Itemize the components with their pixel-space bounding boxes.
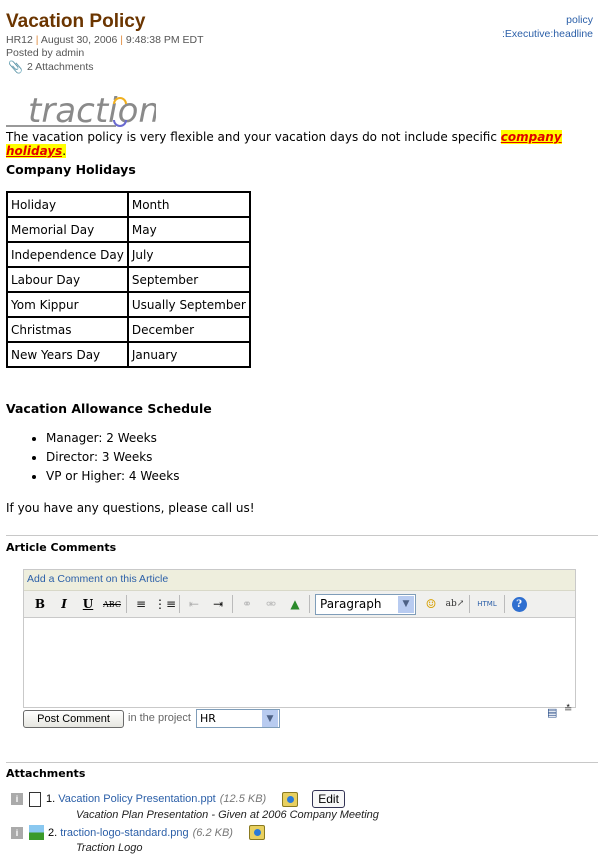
allowance-heading: Vacation Allowance Schedule [6,401,212,416]
in-project-label: in the project [128,712,191,724]
comment-icon[interactable]: ▤ [547,706,558,719]
strikethrough-icon[interactable]: ABC [103,599,121,609]
month-cell: Month [128,192,250,217]
attachment-description: Vacation Plan Presentation - Given at 2006 Company Meeting [76,809,379,821]
underline-icon[interactable]: U [82,597,94,611]
table-row [7,242,250,267]
editor-toolbar [24,591,575,618]
posted-by: Posted by admin [6,47,85,59]
html-button[interactable]: HTML [477,600,497,608]
spellcheck-icon[interactable]: ab↗ [445,599,465,609]
web-folder-icon[interactable] [282,792,298,807]
image-file-icon [29,825,44,840]
emoticon-icon[interactable]: ☺ [425,597,437,611]
italic-icon[interactable]: I [61,597,67,611]
separator [232,595,233,613]
holiday-cell: Holiday [7,192,128,217]
attachments-heading: Attachments [6,767,86,780]
holiday-cell: Labour Day [7,267,128,292]
article-date: August 30, 2006 [40,34,118,46]
table-row [7,217,250,242]
month-cell: September [128,267,250,292]
holiday-cell: Yom Kippur [7,292,128,317]
list-item: • Director: 3 Weeks [46,448,179,467]
table-row [7,317,250,342]
comment-textarea[interactable] [24,618,575,707]
tags [502,13,593,41]
attachment-item: i 1. Vacation Policy Presentation.ppt (12.5 KB) Edit [11,790,345,808]
attachments-link[interactable]: 📎 2 Attachments [8,60,94,74]
separator [179,595,180,613]
help-icon[interactable]: ? [507,593,531,615]
numbered-list-icon[interactable]: ≡ [135,597,147,611]
company-holidays-heading: Company Holidays [6,162,136,177]
comments-heading: Article Comments [6,541,117,554]
unlink-icon[interactable]: ⚮ [265,597,277,611]
month-cell: Usually September [128,292,250,317]
file-icon [29,792,41,807]
format-select[interactable]: Paragraph ▼ [315,594,416,615]
month-cell: July [128,242,250,267]
project-select[interactable]: HR ▼ [196,709,280,728]
company-holidays-link[interactable]: company holidays [6,130,562,158]
intro-paragraph: The vacation policy is very flexible and your vacation days do not include specific company holidays. [6,130,562,158]
tag-link[interactable]: :Executive:headline [501,28,593,40]
expand-chevron-icon[interactable]: ≛ [564,704,573,715]
separator [126,595,127,613]
tag-link[interactable]: policy [566,14,593,26]
closing-text: If you have any questions, please call us! [6,501,255,515]
traction-logo [6,92,156,128]
divider [6,535,598,536]
allowance-list [6,429,179,486]
web-folder-icon[interactable] [249,825,265,840]
attachment-link[interactable]: traction-logo-standard.png [60,826,189,839]
divider [6,762,598,763]
article-meta: HR12 | August 30, 2006 | 9:48:38 PM EDT [6,34,204,46]
outdent-icon[interactable]: ⇤ [188,597,200,611]
holiday-cell: New Years Day [7,342,128,367]
attachment-item: i 2. traction-logo-standard.png (6.2 KB) [11,825,265,840]
article-time: 9:48:38 PM EDT [125,34,204,46]
table-header-row [7,192,250,217]
logo-text: traction [28,92,156,128]
separator [469,595,470,613]
post-comment-button[interactable]: Post Comment [23,710,124,728]
bold-icon[interactable]: B [34,597,46,611]
attachment-link[interactable]: Vacation Policy Presentation.ppt [58,793,216,805]
page-title: Vacation Policy [6,11,146,32]
editor-title: Add a Comment on this Article [24,570,575,591]
holiday-cell: Christmas [7,317,128,342]
bullet-list-icon[interactable]: ⋮≡ [153,597,177,611]
image-icon[interactable]: ▲ [290,597,300,611]
month-cell: December [128,317,250,342]
info-icon[interactable]: i [11,827,23,839]
separator [309,595,310,613]
paperclip-icon: 📎 [8,60,23,74]
separator [504,595,505,613]
link-icon[interactable]: ⚭ [241,597,253,611]
table-row [7,292,250,317]
list-item: • Manager: 2 Weeks [46,429,179,448]
edit-button[interactable]: Edit [312,790,345,808]
holiday-cell: Memorial Day [7,217,128,242]
attachment-description: Traction Logo [76,842,143,854]
month-cell: May [128,217,250,242]
comment-editor [23,569,576,708]
chevron-down-icon: ▼ [262,710,278,727]
table-row [7,342,250,367]
list-item: • VP or Higher: 4 Weeks [46,467,179,486]
article-id: HR12 [6,34,33,46]
chevron-down-icon: ▼ [398,596,414,613]
holidays-table [6,191,251,368]
info-icon[interactable]: i [11,793,23,805]
indent-icon[interactable]: ⇥ [212,597,224,611]
month-cell: January [128,342,250,367]
holiday-cell: Independence Day [7,242,128,267]
table-row [7,267,250,292]
